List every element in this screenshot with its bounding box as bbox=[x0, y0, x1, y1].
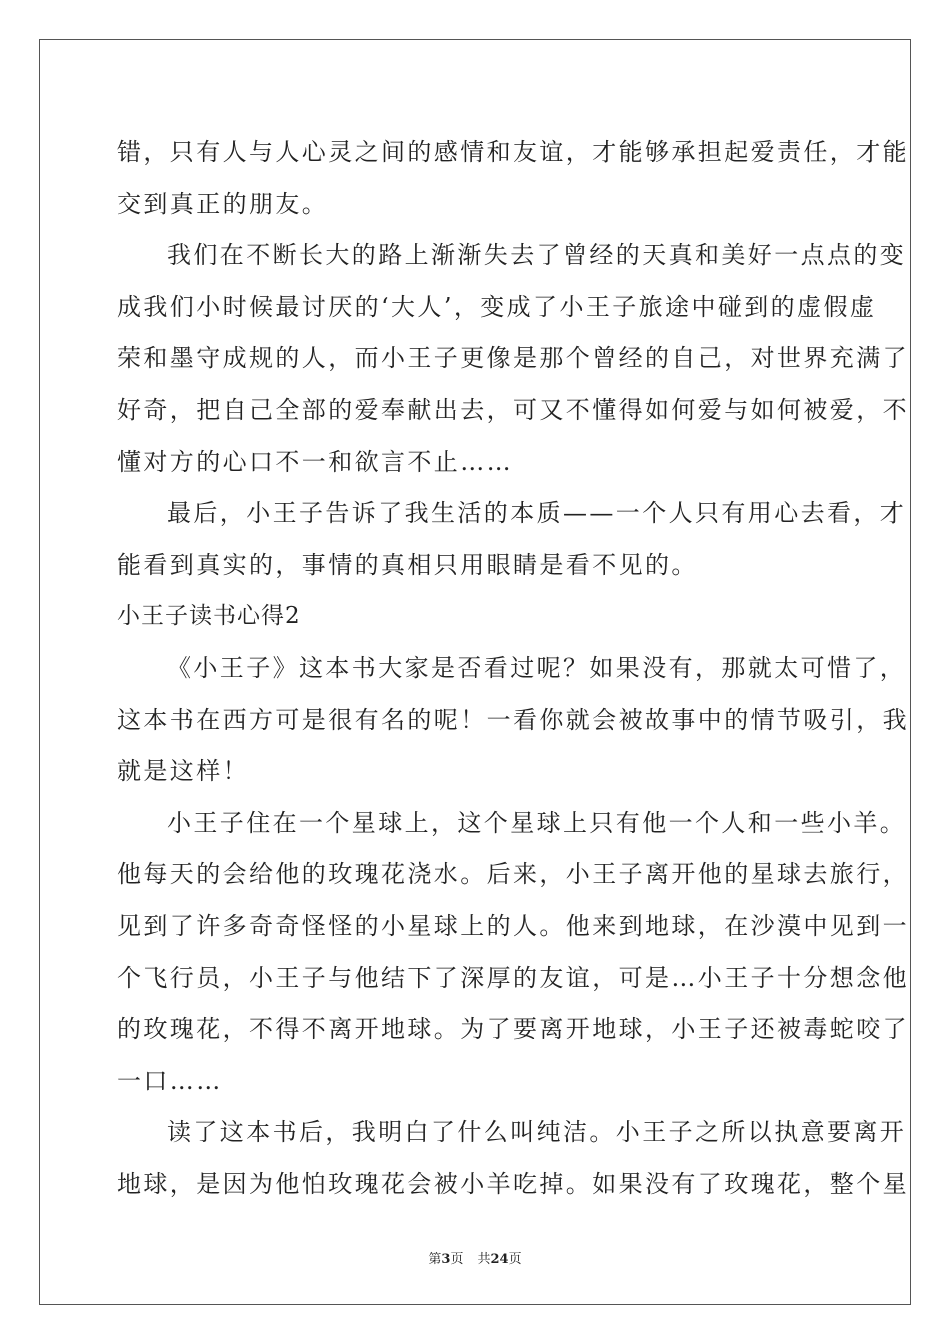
paragraph-line: 这本书在西方可是很有名的呢！一看你就会被故事中的情节吸引，我 bbox=[117, 705, 909, 734]
page-footer bbox=[0, 1248, 950, 1267]
paragraph-line: 读了这本书后，我明白了什么叫纯洁。小王子之所以执意要离开 bbox=[167, 1118, 907, 1147]
paragraph-line: 我们在不断长大的路上渐渐失去了曾经的天真和美好一点点的变 bbox=[167, 241, 907, 270]
paragraph-line: 见到了许多奇奇怪怪的小星球上的人。他来到地球，在沙漠中见到一 bbox=[117, 911, 909, 940]
paragraph-line: 他每天的会给他的玫瑰花浇水。后来，小王子离开他的星球去旅行， bbox=[117, 860, 909, 889]
total-pages: 24 bbox=[490, 1252, 509, 1267]
paragraph-line: 就是这样！ bbox=[117, 757, 249, 786]
paragraph-line: 好奇，把自己全部的爱奉献出去，可又不懂得如何爱与如何被爱，不 bbox=[117, 395, 909, 424]
total-prefix: 共 bbox=[477, 1252, 491, 1267]
page-suffix: 页 bbox=[450, 1252, 464, 1267]
document-body bbox=[117, 127, 909, 1210]
paragraph-line: 成我们小时候最讨厌的‘大人’，变成了小王子旅途中碰到的虚假虚 bbox=[117, 292, 877, 321]
section-heading: 小王子读书心得2 bbox=[117, 603, 301, 630]
paragraph-line: 个飞行员，小王子与他结下了深厚的友谊，可是…小王子十分想念他 bbox=[117, 963, 909, 992]
paragraph-line: 能看到真实的，事情的真相只用眼睛是看不见的。 bbox=[117, 550, 698, 579]
paragraph-line: 《小王子》这本书大家是否看过呢？如果没有，那就太可惜了， bbox=[167, 653, 907, 682]
paragraph-line: 小王子住在一个星球上，这个星球上只有他一个人和一些小羊。 bbox=[167, 808, 907, 837]
paragraph-line: 最后，小王子告诉了我生活的本质——一个人只有用心去看，才 bbox=[167, 499, 907, 528]
paragraph-line: 的玫瑰花，不得不离开地球。为了要离开地球，小王子还被毒蛇咬了 bbox=[117, 1015, 909, 1044]
paragraph-line: 一口…… bbox=[117, 1066, 223, 1095]
paragraph-line: 地球，是因为他怕玫瑰花会被小羊吃掉。如果没有了玫瑰花，整个星 bbox=[117, 1169, 909, 1198]
paragraph-line: 懂对方的心口不一和欲言不止…… bbox=[117, 447, 513, 476]
page-number: 3 bbox=[441, 1252, 451, 1267]
total-suffix: 页 bbox=[508, 1252, 522, 1267]
paragraph-line: 荣和墨守成规的人，而小王子更像是那个曾经的自己，对世界充满了 bbox=[117, 344, 909, 373]
paragraph-line: 错，只有人与人心灵之间的感情和友谊，才能够承担起爱责任，才能 bbox=[117, 138, 909, 166]
paragraph-line: 交到真正的朋友。 bbox=[117, 189, 329, 218]
page-prefix: 第 bbox=[428, 1252, 442, 1267]
